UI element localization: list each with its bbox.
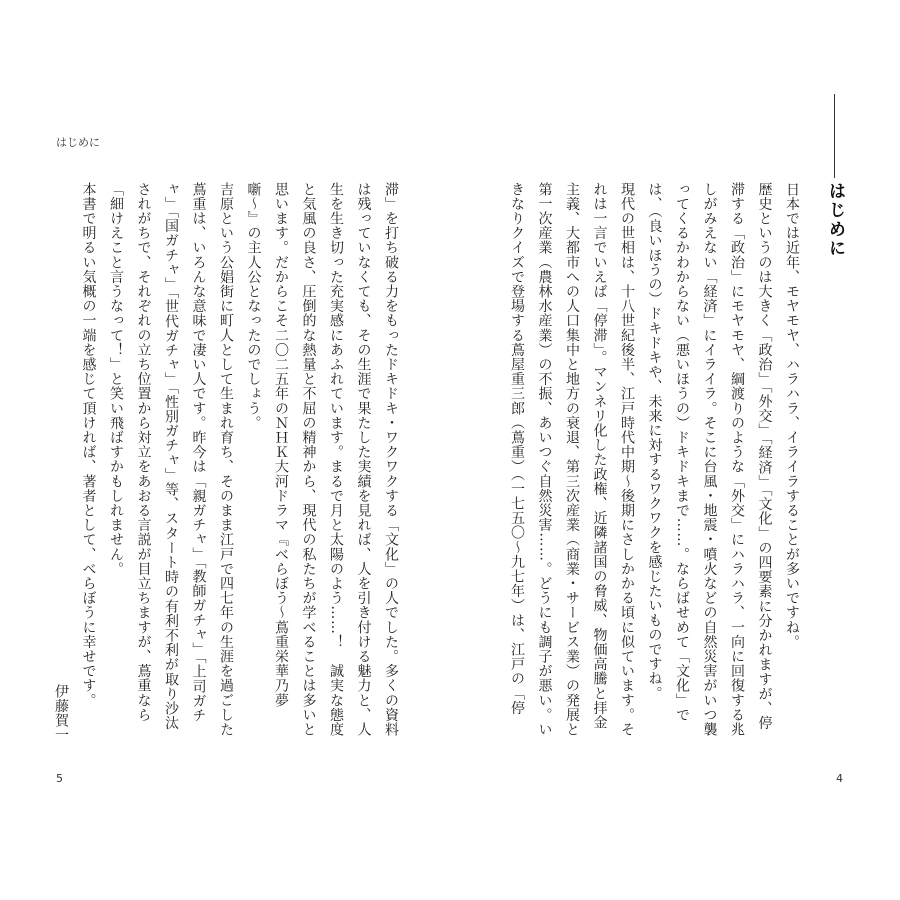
- left-paragraph-3: 本書で明るい気概の一端を感じて頂ければ、著者として、べらぼうに幸せです。: [80, 182, 97, 708]
- chapter-title: はじめに: [825, 182, 845, 258]
- left-paragraph-1: 滞」を打ち破る力をもったドキドキ・ワクワクする「文化」の人でした。多くの資料は残っていなくても、その生涯で果たした実績を見れば、人を引き付ける魅力と、人生を生き切った充実感にあふれています。まるで月と太陽のよう……！ 誠実な態度と気風の良さ、圧倒的な熱量と不屈の精神から、現代の私たちが学べることは多いと思います。だからこそ二〇二五年のＮＨＫ大河ドラマ『べらぼう〜蔦重栄華乃夢噺〜』の主人公となったのでしょう。: [245, 182, 399, 737]
- title-rule: [834, 94, 835, 178]
- right-paragraph-1: 日本では近年、モヤモヤ、ハラハラ、イライラすることが多いですね。: [784, 182, 800, 650]
- right-paragraph-3: 現代の世相は、十八世紀後半、江戸時代中期〜後期にさしかかる頃に似ています。それは一言でいえば「停滞」。マンネリ化した政権、近隣諸国の脅威、物価高騰と拝金主義、大都市への人口集中と地方の衰退、第三次産業（商業・サービス業）の発展と第一次産業（農林水産業）の不振、あいつぐ自然災害……。どうにも調子が悪い。いきなりクイズで登場する蔦屋重三郎（蔦重）（一七五〇〜九七年）は、江戸の「停: [509, 182, 635, 737]
- running-head: はじめに: [56, 136, 100, 149]
- author-signature: 伊藤賀一: [53, 683, 69, 742]
- page-number-left: 5: [56, 772, 63, 785]
- page-number-right: 4: [836, 772, 843, 785]
- right-page-body: [500, 182, 805, 742]
- right-paragraph-2: 歴史というのは大きく「政治」「外交」「経済」「文化」の四要素に分かれますが、停滞する「政治」にモヤモヤ、綱渡りのような「外交」にハラハラ、一向に回復する兆しがみえない「経済」にイライラ。そこに台風・地震・噴火などの自然災害がいつ襲ってくるかわからない（悪いほうの）ドキドキまで……。ならばせめて「文化」では、（良いほうの）ドキドキや、未来に対するワクワクを感じたいものですね。: [646, 182, 773, 737]
- left-page-body: [53, 182, 404, 742]
- left-paragraph-2: 吉原という公娼街に町人として生まれ育ち、そのまま江戸で四七年の生涯を過ごした蔦重は、いろんな意味で凄い人です。昨今は「親ガチャ」「教師ガチャ」「上司ガチャ」「国ガチャ」「世代ガチャ」「性別ガチャ」等、スタート時の有利不利が取り沙汰されがちで、それぞれの立ち位置から対立をあおる言説が目立ちますが、蔦重なら「細けえこと言うなって！」と笑い飛ばすかもしれません。: [108, 182, 234, 737]
